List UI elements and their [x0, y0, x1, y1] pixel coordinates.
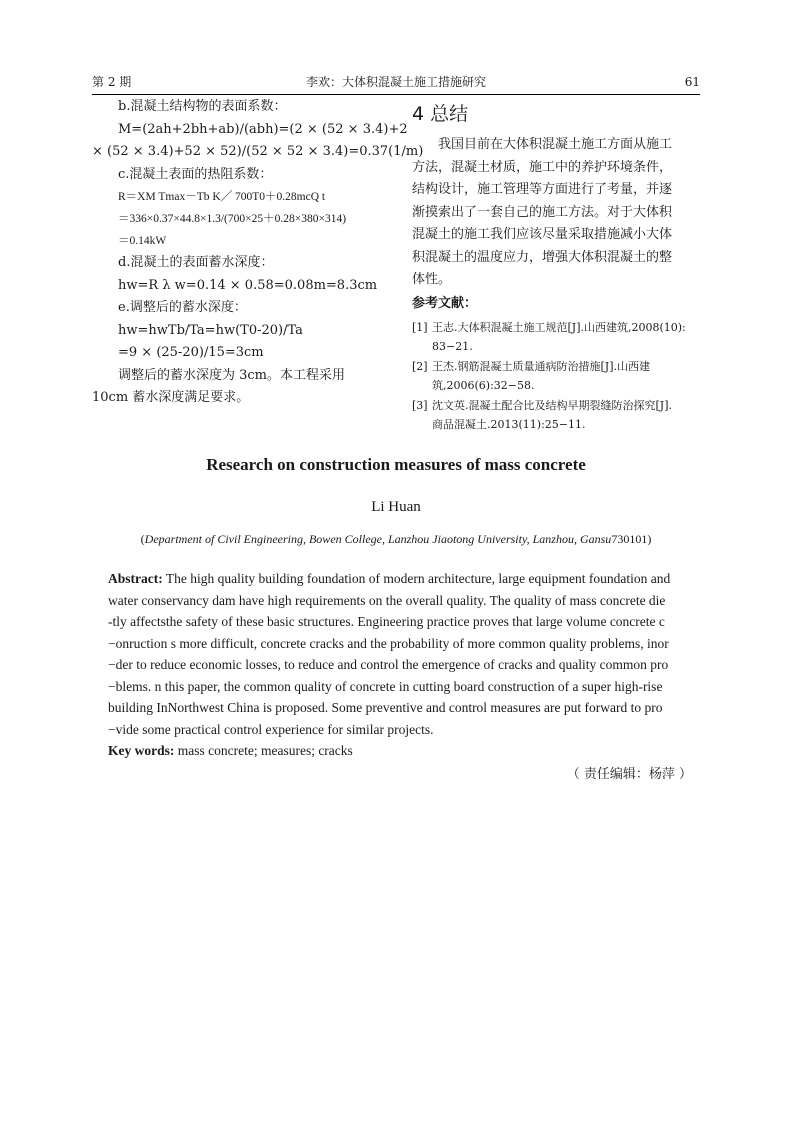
editor-note: （ 责任编辑：杨萍 ） [566, 767, 692, 782]
formula-line: hw=hwTb/Ta=hw(T0-20)/Ta [118, 322, 303, 338]
formula-line: ＝0.14kW [118, 235, 167, 247]
formula-line: =9 × (25-20)/15=3cm [118, 345, 264, 360]
reference-item [412, 357, 702, 395]
subsection-heading: b.混凝土结构物的表面系数： [118, 99, 287, 114]
affiliation-text: Department of Civil Engineering, Bowen College, Lanzhou Jiaotong University, Lanzhou, Gansu [144, 532, 612, 546]
abstract-line: −der to reduce economic losses, to reduce and control the emergence of cracks and quality common pro [108, 657, 669, 672]
abstract-label: Abstract: [108, 571, 163, 586]
reference-text: 王杰.钢筋混凝土质量通病防治措施[J].山西建 [432, 359, 650, 373]
abstract-line [108, 568, 692, 590]
reference-text-cont: 筑,2006(6):32−58. [432, 378, 535, 392]
subsection-heading: e.调整后的蓄水深度： [118, 300, 247, 315]
reference-item [412, 396, 702, 434]
conclusion-paragraph [412, 134, 702, 292]
paragraph-line: 积混凝土的温度应力，增强大体积混凝土的整 [412, 249, 673, 265]
references-list [412, 318, 702, 434]
left-column [92, 96, 424, 410]
formula-line: ＝336×0.37×44.8×1.3/(700×25＋0.28×380×314) [118, 213, 347, 225]
english-author: Li Huan [371, 499, 421, 515]
formula-line: × (52 × 3.4)+52 × 52)/(52 × 52 × 3.4)=0.37(1/m) [92, 144, 424, 159]
abstract-line: −onruction s more difficult, concrete cracks and the probability of more common quality problems, inor [108, 635, 669, 651]
reference-text: 沈文英.混凝土配合比及结构早期裂缝防治探究[J]. [432, 398, 672, 412]
english-affiliation: (Department of Civil Engineering, Bowen College, Lanzhou Jiaotong University, Lanzhou, Gansu730101) [140, 532, 652, 546]
paragraph-line: 我国目前在大体积混凝土施工方面从施工 [438, 137, 673, 152]
page-number: 61 [684, 75, 700, 89]
reference-item [412, 318, 702, 356]
paragraph-line: 体性。 [412, 272, 452, 287]
section-title: 4 总结 [412, 103, 469, 125]
paragraph-line: 混凝土的施工我们应该尽量采取措施减小大体 [412, 227, 673, 242]
abstract-line: -tly affectsthe safety of these basic structures. Engineering practice proves that large volume concrete c [108, 614, 665, 629]
keywords-text: mass concrete; measures; cracks [174, 743, 353, 758]
body-text-line: 调整后的蓄水深度为 3cm。本工程采用 [118, 367, 346, 383]
formula-line: hw=R λ w=0.14 × 0.58=0.08m=8.3cm [118, 277, 378, 293]
reference-number: [2] [412, 359, 428, 373]
page-header [92, 72, 700, 95]
keywords-line [108, 740, 692, 762]
reference-number: [3] [412, 398, 428, 412]
formula-line: R＝XM Tmax－Tb K╱ 700T0＋0.28mcQ t [118, 191, 326, 203]
reference-text-cont: 83−21. [432, 339, 473, 353]
abstract-line: water conservancy dam have high requirements on the overall quality. The quality of mass concrete die [108, 592, 666, 608]
paragraph-line: 方法，混凝土材质，施工中的养护环境条件， [412, 159, 673, 175]
formula-line: M=(2ah+2bh+ab)/(abh)=(2 × (52 × 3.4)+2 [118, 121, 408, 137]
english-title: Research on construction measures of mass concrete [206, 455, 586, 474]
paragraph-line: 渐摸索出了一套自己的施工方法。对于大体积 [412, 204, 673, 220]
body-text-line: 10cm 蓄水深度满足要求。 [92, 390, 250, 405]
subsection-heading: d.混凝土的表面蓄水深度： [118, 255, 274, 270]
abstract-line: −blems. n this paper, the common quality of concrete in cutting board construction of a super high-rise [108, 678, 663, 694]
reference-text: 王志.大体积混凝土施工规范[J].山西建筑,2008(10): [432, 320, 686, 334]
paragraph-line: 结构设计，施工管理等方面进行了考量，并逐 [412, 182, 673, 197]
english-abstract [108, 568, 692, 762]
reference-text-cont: 商品混凝土.2013(11):25−11. [432, 417, 586, 431]
abstract-line: building InNorthwest China is proposed. Some preventive and control measures are put forward to pro [108, 700, 663, 715]
references-title: 参考文献： [412, 295, 478, 311]
postal-code: 730101 [611, 532, 648, 546]
keywords-label: Key words: [108, 743, 175, 758]
reference-number: [1] [412, 320, 428, 334]
running-title: 李欢：大体积混凝土施工措施研究 [305, 75, 486, 89]
abstract-text: The high quality building foundation of modern architecture, large equipment foundation and [162, 571, 671, 586]
abstract-line: −vide some practical control experience for similar projects. [108, 721, 434, 737]
issue-number: 第 2 期 [92, 75, 132, 89]
subsection-heading: c.混凝土表面的热阻系数： [118, 166, 273, 182]
right-column [412, 96, 702, 435]
